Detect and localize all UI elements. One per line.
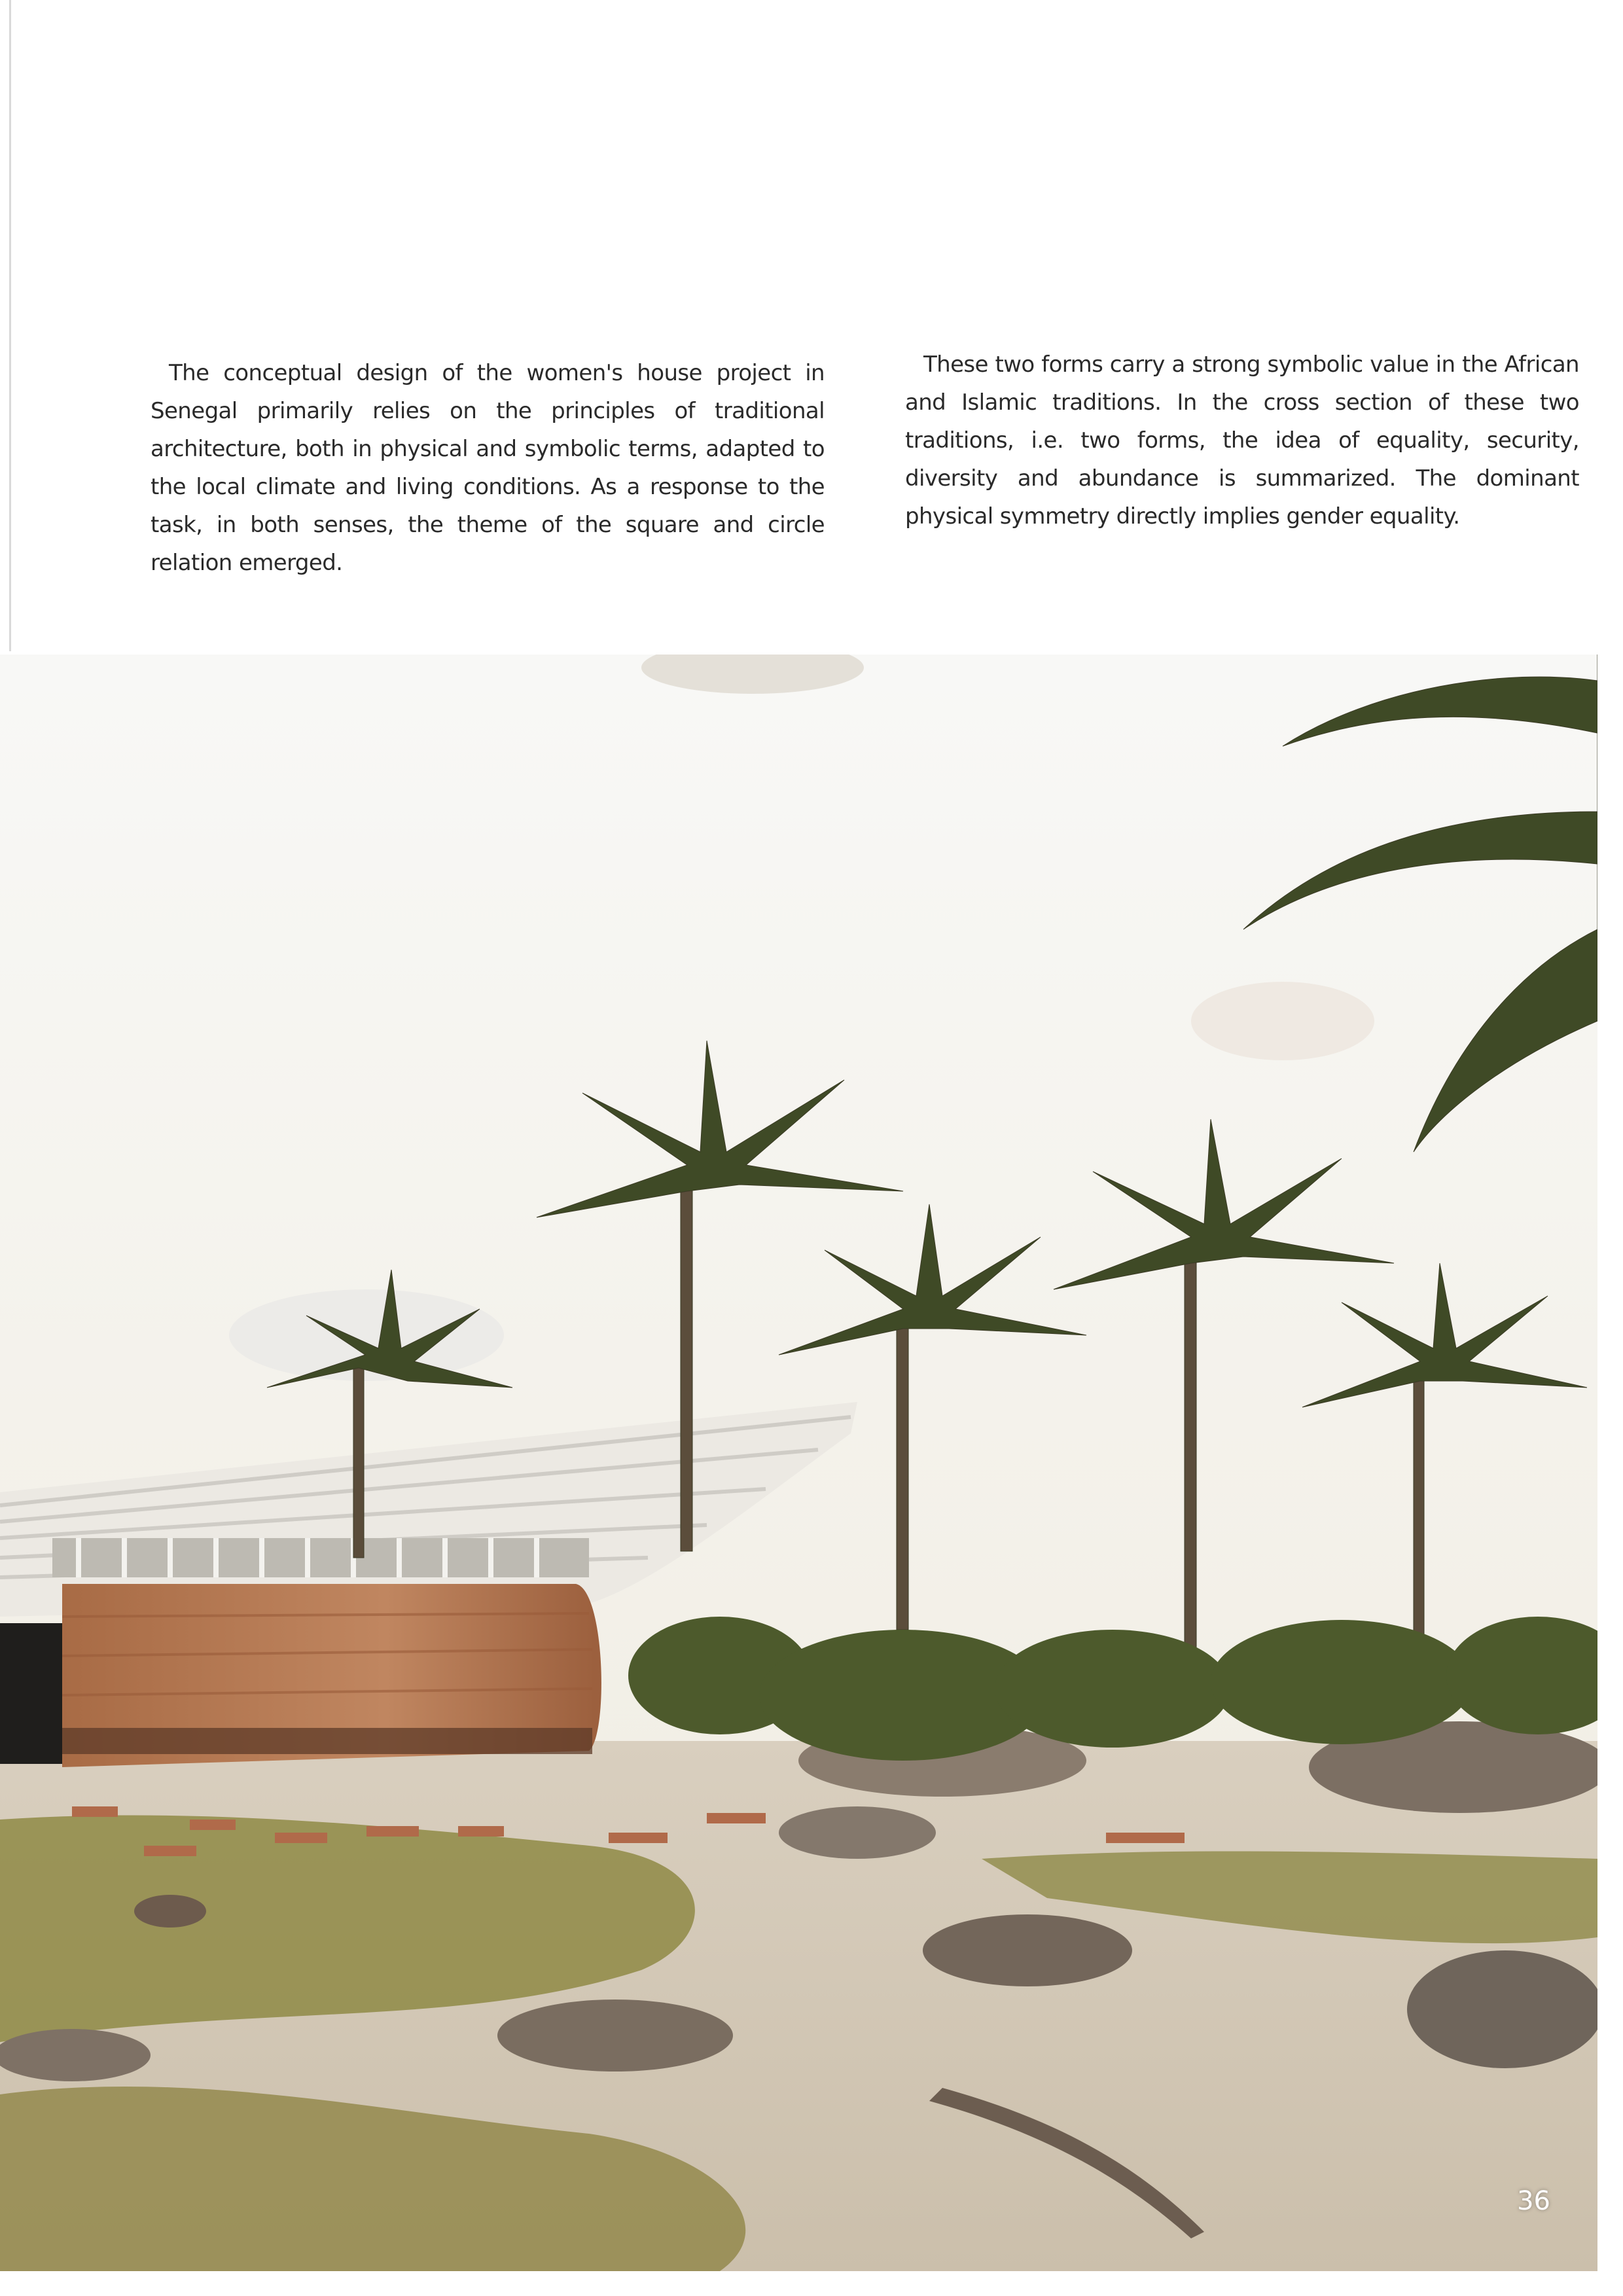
wall-perforation-band <box>62 1728 592 1754</box>
architectural-render-image <box>0 655 1597 2271</box>
rock <box>0 2029 151 2081</box>
right-column-paragraph: These two forms carry a strong symbolic value in the African and Islamic traditions. In the cross section of these two traditions, i.e. two forms, the idea of equality, security, diversity and abundance is summarized. The dominant physical symmetry directly implies gender equality. <box>905 351 1579 529</box>
rock <box>1407 1950 1597 2068</box>
page-number: 36 <box>1517 2186 1550 2216</box>
clerestory-band <box>52 1538 589 1577</box>
left-column-paragraph: The conceptual design of the women's house project in Senegal primarily relies on the principles of traditional architecture, both in physical and symbolic terms, adapted to the local climate and living conditions. As a response to the task, in both senses, the theme of the square and circle relation emerged. <box>151 360 825 576</box>
rock <box>923 1914 1132 1986</box>
cloud <box>1191 982 1374 1060</box>
rock <box>497 2000 733 2072</box>
rock <box>779 1806 936 1859</box>
rock <box>134 1895 206 1928</box>
page-edge <box>9 0 11 651</box>
